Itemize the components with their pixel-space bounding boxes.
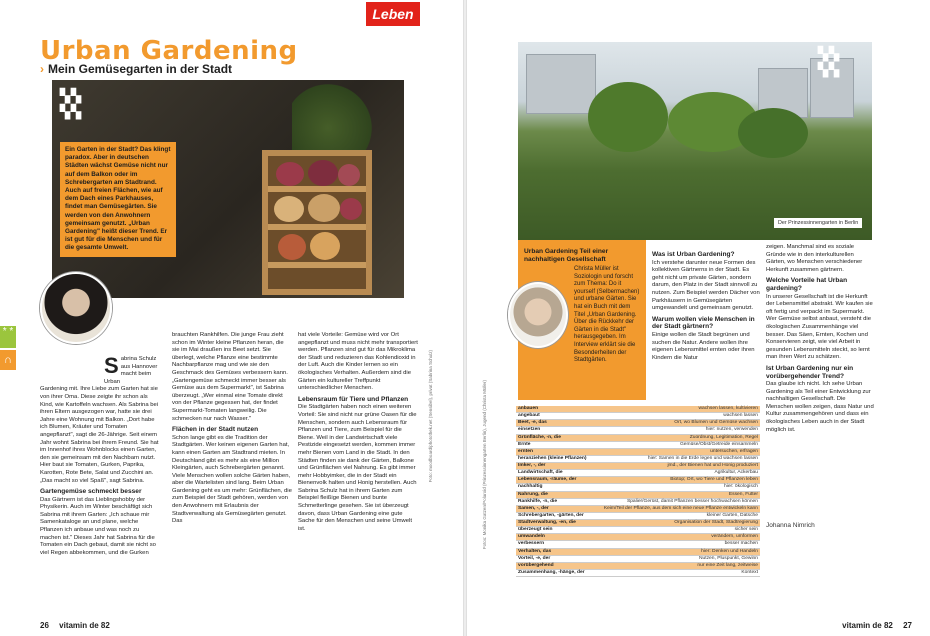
glossary-row <box>516 563 760 570</box>
intro-box: Ein Garten in der Stadt? Das klingt paradox. Aber in deutschen Städten wächst Gemüse nicht nur auf dem Balkon oder im Schrebergarten am Stadtrand. Auch auf freien Flächen, wie auf dem Dach eines Parkhauses, findet man Gemüsegärten. Sie werden von den Anwohnern gemeinsam genutzt. „Urban Gardening" heißt dieser Trend. Er ist gut für die Menschen und für die gesamte Umwelt. <box>60 142 176 257</box>
glossary-term: Schrebergarten, -gärten, der <box>518 512 584 518</box>
body-paragraph: Die Stadtgärten haben noch einen weiteren Vorteil: Sie sind nicht nur grüne Oasen für die Menschen, sondern auch Lebensraum für Pflanzen und Tiere, zum Beispiel für die Biene. Weil in der Landwirtschaft viele Pestizide eingesetzt werden, kommen immer mehr Bienen vom Land in die Stadt. In den Städten finden sie dank der Gärten, Balkone und Grünflächen viel Nahrung. Es gibt immer mehr Hobbyimker, die in der Stadt ein Bienenvolk halten und Honig herstellen. Auch Sabrina Schulz hat in ihrem Garten zum Beispiel fleißige Bienen und bunte Schmetterlinge gesehen. Sie ist überzeugt davon, dass Urban Gardening eine gute Sache für den Menschen und seine Umwelt ist. <box>298 404 417 532</box>
glossary-term: einsetzen <box>518 427 541 433</box>
glossary-row <box>516 442 760 449</box>
leaves-shape <box>292 80 382 160</box>
glossary-row <box>516 556 760 563</box>
glossary-definition: wachsen lassen <box>723 413 758 419</box>
photo-credit: Fotos: Monika Gatzen/Polaroid (Prinzessinnengarten Berlin), Jugend (Christa Müller) <box>482 380 487 550</box>
crate-slat <box>268 224 366 230</box>
glossary-definition: Essen, Futter <box>728 491 758 497</box>
right-column-2 <box>652 248 760 362</box>
side-tab-green[interactable]: * * <box>0 326 16 348</box>
glossary-term: Nahrung, die <box>518 491 548 497</box>
glossary-definition: Agrikultur, Ackerbau <box>714 470 758 476</box>
glossary-definition: untersuchen, erfragen <box>710 448 758 454</box>
glossary-term: vorübergehend <box>518 562 554 568</box>
glossary-row <box>516 427 760 434</box>
glossary-term: überzeugt sein <box>518 527 553 533</box>
left-column-2 <box>172 332 292 526</box>
body-paragraph: Schon lange gibt es die Tradition der Stadtgärten. Wer keinen eigenen Garten hat, kann einen Garten am Stadtrand mieten. In Deutschland gibt es mehr als eine Million Kleingärten, auch Schrebergärten genannt. Viele Menschen wollen solche Gärten haben, aber die Wartelisten sind lang. Beim Urban Gardening geht es um mehr: Grünflächen, die zum Beispiel der Stadt gehören, werden von den Anwohnern mit Erlaubnis der Stadtverwaltung als Gemüsegärten genutzt. Das <box>172 434 292 525</box>
glossary-term: Rankhilfe, -n, die <box>518 498 558 504</box>
answer: Das glaube ich nicht. Ich sehe Urban Gardening als Teil einer Entwicklung zur nachhaltigen Gesellschaft. Die Menschen wollen zeigen, dass Natur und Kultur zusammengehören und dass ein ökologisches Leben auch in der Stadt möglich ist. <box>766 381 874 433</box>
glossary-term: Samen, -, der <box>518 505 549 511</box>
onion-shape <box>278 234 306 260</box>
photo-caption: Der Prinzessinnengarten in Berlin <box>774 218 862 228</box>
onion-shape <box>308 160 338 186</box>
glossary-definition: wachsen lassen, kultivieren <box>698 406 758 411</box>
glossary-row <box>516 513 760 520</box>
potato-shape <box>308 194 340 222</box>
glossary-definition: hier: nutzen, verwenden <box>705 427 758 433</box>
glossary-term: heranziehen (kleine Pflanzen) <box>518 455 587 461</box>
glossary-row <box>516 492 760 499</box>
question: Was ist Urban Gardening? <box>652 251 735 258</box>
glossary-term: Grünfläche, -n, die <box>518 434 561 440</box>
panel-heading: Urban Gardening Teil einer nachhaltigen Gesellschaft <box>524 248 609 263</box>
glossary-definition: jmd., der Bienen hat und Honig produziert <box>667 463 758 468</box>
magazine-name: vitamin de 82 <box>842 621 893 630</box>
intro-text: abrina Schulz aus Hannover macht beim Urban <box>104 356 158 385</box>
glossary-definition: Spalier/Gerüst, damit Pflanzen besser hochwachsen können <box>626 498 758 504</box>
subheading: Gartengemüse schmeckt besser <box>40 488 142 496</box>
glossary-table <box>516 406 760 577</box>
answer: zeigen. Manchmal sind es soziale Gründe wie in den interkulturellen Gärten, wo Menschen verschiedener Herkunft zusammen gärtnern. <box>766 244 863 273</box>
intro-line <box>40 353 160 386</box>
glossary-term: Beet, -e, das <box>518 420 547 426</box>
onion-shape <box>276 162 304 186</box>
glossary-term: verbessern <box>518 541 545 547</box>
portrait-christa <box>508 282 568 348</box>
article-subtitle <box>40 62 232 76</box>
glossary-term: Landwirtschaft, die <box>518 470 563 476</box>
crate-shape <box>262 150 372 295</box>
glossary-row <box>516 534 760 541</box>
page-number: 26 <box>40 621 49 630</box>
glossary-row <box>516 541 760 548</box>
subheading: Flächen in der Stadt nutzen <box>172 426 259 434</box>
glossary-row <box>516 449 760 456</box>
section-tab[interactable]: Leben <box>366 2 420 26</box>
glossary-definition: sicher sein <box>734 527 758 533</box>
glossary-term: ernten <box>518 448 533 454</box>
glossary-row <box>516 435 760 442</box>
potato-shape <box>274 196 304 222</box>
glossary-definition: Zuordnung, Legitimation, Regel <box>689 434 758 440</box>
left-page <box>0 0 463 636</box>
body-paragraph: brauchten Rankhilfen. Die junge Frau zieht schon im Winter kleine Pflanzen heran, die sie im Mai draußen ins Beet setzt. Sie überlegt, welche Pflanze eine bestimmte Nachbarpflanze mag und wie sie den Geschmack des Gemüses verbessern kann. „Gartengemüse schmeckt immer besser als Gemüse aus dem Supermarkt", ist Sabrina überzeugt. „Wer einmal eine Tomate direkt von der Pflanze gegessen hat, der findet Supermarkt-Tomaten langweilig. Die schmecken nur nach Wasser." <box>172 332 288 422</box>
glossary-definition: Nutzen, Pluspunkt, Gewinn <box>699 555 758 561</box>
glossary-term: nachhaltig <box>518 484 543 490</box>
glossary-term: anbauen <box>518 406 539 411</box>
glossary-row <box>516 456 760 463</box>
question: Welche Vorteile hat Urban gardening? <box>766 277 848 292</box>
body-paragraph: hat viele Vorteile: Gemüse wird vor Ort angepflanzt und muss nicht mehr transportiert werden. Pflanzen sind gut für das Mikroklima der Stadt und reduzieren das Kohlendioxid in der Luft. Auch die Kinder lernen so ein ökologisches Verhalten. Außerdem sind die Gärten ein kultureller Treffpunkt unterschiedlicher Menschen. <box>298 332 418 392</box>
glossary-term: umwandeln <box>518 534 545 540</box>
chevron-right-icon: › <box>40 62 44 76</box>
onion-shape <box>310 232 340 260</box>
glossary-definition: Kontext <box>741 569 758 575</box>
author-name: Johanna Nimrich <box>766 522 815 529</box>
photo-credit: Foto: moodboard/photothek.net (Sensibel), privat (Sabrina Schulz) <box>428 350 433 483</box>
body-paragraph: Gardening mit. Ihre Liebe zum Garten hat sie von ihrer Oma. Diese zeigte ihr schon als Kind, wie Kartoffeln wachsen. Als Sabrina bei ihren Eltern ausgezogen war, hatte sie drei Jahre eine Wohnung mit Balkon. „Dort habe ich Blumen, Kräuter und Tomaten angepflanzt", sagt die 26-Jährige. Seit einem Jahr wohnt Sabrina bei ihrem Freund. Sie hat im Innenhof ihres Wohnblocks einen Garten, den sie gemeinsam mit den Nachbarn nutzt. Hier baut sie Tomaten, Gurken, Paprika, Karotten, Rote Bete, Salat und Zucchini an. „Das macht so viel Spaß", sagt Sabrina. <box>40 386 159 484</box>
glossary-definition: hier: ökologisch <box>724 484 758 490</box>
glossary-definition: Keim/Teil der Pflanze, aus dem sich eine neue Pflanze entwickeln kann <box>603 505 758 511</box>
glossary-definition: kleiner Garten, Datsche <box>706 512 758 518</box>
question: Warum wollen viele Menschen in der Stadt gärtnern? <box>652 315 755 331</box>
answer: Einige wollen die Stadt begrünen und suchen die Natur. Andere wollen ihre eigenen Lebensmittel ernten oder ihren Kindern die Natur <box>652 331 755 361</box>
decorative-arrows-icon: ▚▚ ▚▚ <box>818 46 840 77</box>
garden-photo <box>518 42 872 240</box>
glossary-term: Vorteil, -e, der <box>518 555 551 561</box>
magazine-name: vitamin de 82 <box>59 621 110 630</box>
onion-shape <box>340 198 362 220</box>
body-paragraph: Das Gärtnern ist das Lieblingshobby der Physikerin. Auch im Winter beschäftigt sich Sabrina mit ihrem Garten: „Ich schaue mir Samenkataloge an und plane, welche Pflanzen ich anbaue und was noch zu machen ist." Dieses Jahr hat Sabrina für die Tomaten ein Dach gebaut, damit sie nicht so viel Regen abbekommen, und die Gurken <box>40 496 156 556</box>
glossary-definition: verändern, umformen <box>711 534 758 540</box>
subtitle-text: Mein Gemüsegarten in der Stadt <box>48 62 233 76</box>
answer: In unserer Gesellschaft ist die Herkunft der Lebensmittel abstrakt. Wir kaufen sie oft fertig und verpackt im Supermarkt. Wer Gemüse selbst anbaut, versteht die ökologischen Zusammenhänge viel besser. Das Säen, Ernten, Kochen und Konservieren zeigt, wie viel Arbeit in gesunden Lebensmitteln steckt, so lernt man ihren Wert zu schätzen. <box>766 293 873 361</box>
glossary-definition: Biotop; Ort, wo Tiere und Pflanzen leben <box>670 477 758 483</box>
side-tab-orange[interactable]: ∩ <box>0 350 16 370</box>
glossary-row <box>516 549 760 556</box>
glossary-definition: Gemüse/Obst/Getreide einsammeln <box>679 441 758 447</box>
answer: Ich verstehe darunter neue Formen des kollektiven Gärtnerns in der Stadt. Es geht nicht um private Gärten, sondern darum, den Platz in der Stadt sinnvoll zu nutzen. Zum Beispiel werden Dächer von Parkhäusern in Gemüsegärten umgewandelt und gemeinsam genutzt. <box>652 259 760 312</box>
tree-shape <box>738 108 808 158</box>
building-shape <box>526 54 596 114</box>
glossary-row <box>516 499 760 506</box>
glossary-row <box>516 484 760 491</box>
tree-shape <box>588 82 668 152</box>
subheading: Lebensraum für Tiere und Pflanzen <box>298 395 409 403</box>
article-title: Urban Gardening <box>40 36 298 66</box>
glossary-definition: hier: Samen in die Erde legen und wachsen lassen <box>647 455 758 461</box>
glossary-definition: besser machen <box>724 541 758 547</box>
glossary-term: angebaut <box>518 413 540 419</box>
page-footer-left <box>40 621 110 630</box>
right-column-3 <box>766 244 874 434</box>
glossary-definition: Ort, wo Blumen und Gemüse wachsen <box>674 420 758 426</box>
left-column-1 <box>40 353 160 557</box>
decorative-arrows-icon: ▚▚ ▚▚ <box>60 88 82 119</box>
question: Ist Urban Gardening nur ein vorübergehender Trend? <box>766 364 854 380</box>
panel-text: Christa Müller ist Soziologin und forscht zum Thema: Do it yourself (Selbermachen) und urbane Gärten. Sie hat ein Buch mit dem Titel „Urban Gardening. Über die Rückkehr der Gärten in die Stadt" herausgegeben. Im Interview erklärt sie die Besonderheiten der Stadtgärten. <box>574 266 640 364</box>
glossary-term: Lebensraum, -räume, der <box>518 477 577 483</box>
portrait-sabrina <box>40 272 112 344</box>
dropcap: S <box>104 353 119 378</box>
glossary-term: Stadtverwaltung, -en, die <box>518 520 576 525</box>
crate-slat <box>268 186 366 192</box>
glossary-term: Imker, -, der <box>518 463 546 468</box>
glossary-term: Verhalten, das <box>518 548 552 554</box>
crate-slat <box>268 262 366 268</box>
glossary-definition: nur eine Zeit lang, zeitweise <box>697 562 758 568</box>
onion-shape <box>338 164 360 186</box>
glossary-definition: hier: Denken und Handeln <box>701 548 758 554</box>
side-tabs <box>0 326 16 370</box>
glossary-term: Ernte <box>518 441 531 447</box>
glossary-row <box>516 570 760 577</box>
left-column-3 <box>298 332 418 533</box>
glossary-definition: Organisation der Stadt, Stadtregierung <box>674 520 758 525</box>
page-footer-right <box>842 621 912 630</box>
page-number: 27 <box>903 621 912 630</box>
glossary-term: Zusammenhang, -hänge, der <box>518 569 585 575</box>
glossary-row <box>516 506 760 513</box>
